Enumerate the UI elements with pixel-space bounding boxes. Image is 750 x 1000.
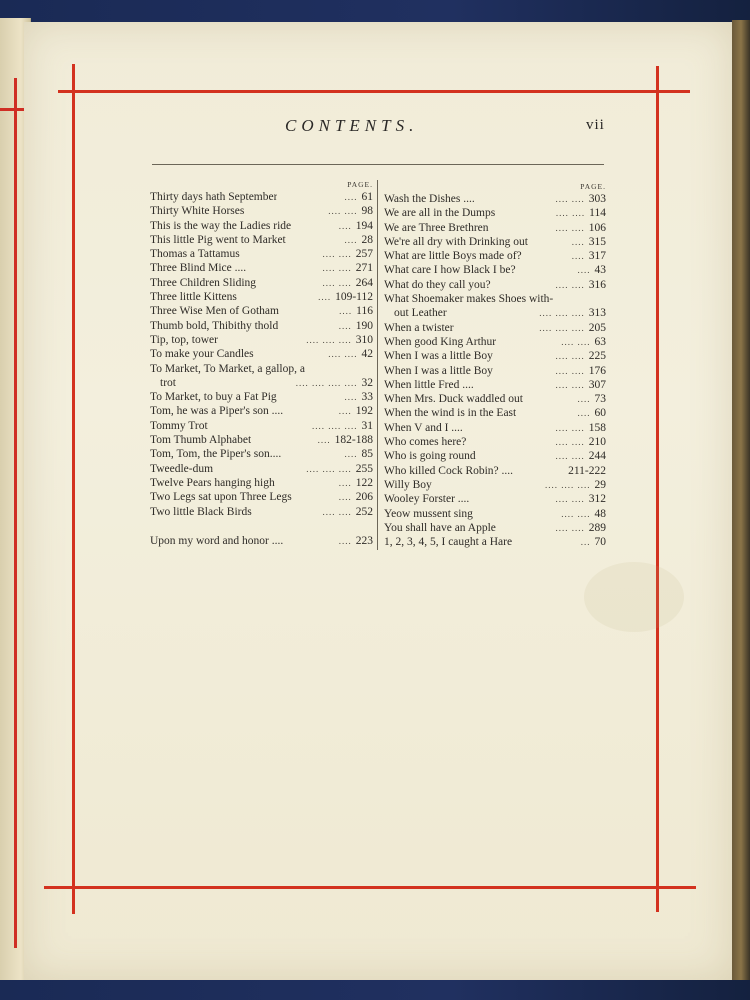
entry-page-number: 61 (361, 191, 373, 203)
entry-title: out Leather (394, 307, 447, 320)
contents-entry (384, 321, 606, 335)
entry-leader: .... .... (555, 494, 585, 505)
border-left (72, 64, 75, 914)
contents-entry (384, 507, 606, 521)
entry-page-number: 48 (594, 507, 606, 520)
contents-entry (384, 478, 606, 492)
entry-leader: .... .... (555, 208, 586, 219)
entry-title: When Mrs. Duck waddled out (384, 393, 523, 406)
contents-entry (150, 219, 373, 233)
entry-leader: .... .... (555, 522, 585, 533)
contents-entry (150, 362, 373, 376)
entry-leader: .... .... .... .... (295, 377, 358, 388)
entry-leader: .... .... (555, 451, 585, 462)
contents-column-left (150, 178, 373, 548)
entry-leader: .... (318, 292, 332, 303)
contents-entry (150, 447, 373, 461)
entry-title: When I was a little Boy (384, 350, 493, 363)
entry-title: When a twister (384, 321, 454, 334)
entry-leader: .... .... (555, 422, 585, 433)
entry-leader: .... .... (322, 263, 352, 274)
entry-title: Who killed Cock Robin? .... (384, 464, 514, 477)
contents-entry (384, 335, 606, 349)
entry-page-number: 106 (588, 221, 606, 234)
entry-list-left (150, 190, 373, 548)
entry-leader: .... .... (561, 508, 591, 519)
contents-entry (150, 319, 373, 333)
entry-page-number: 33 (361, 391, 373, 404)
entry-page-number: 60 (594, 407, 606, 420)
entry-title: To Market, To Market, a gallop, a (150, 362, 305, 375)
contents-entry (384, 221, 606, 235)
page-column-heading: PAGE. (347, 180, 373, 189)
entry-title: Three Blind Mice .... (150, 262, 247, 275)
entry-leader: .... .... (328, 206, 358, 217)
entry-title: Yeow mussent sing (384, 507, 473, 520)
entry-leader: .... .... (328, 349, 358, 360)
entry-page-number: 205 (588, 321, 606, 334)
contents-entry (384, 449, 606, 463)
page-title: CONTENTS. (285, 116, 419, 135)
entry-leader: .... (339, 306, 353, 317)
contents-entry (384, 435, 606, 449)
entry-page-number: 42 (361, 348, 373, 361)
contents-entry (384, 263, 606, 277)
entry-page-number: 312 (588, 493, 606, 506)
contents-entry (384, 306, 606, 320)
entry-title: Tom, he was a Piper's son .... (150, 405, 284, 418)
entry-page-number: 194 (355, 219, 373, 232)
contents-entry (150, 505, 373, 519)
entry-leader: .... (344, 192, 358, 202)
entry-page-number: 315 (588, 235, 606, 248)
contents-entry (150, 462, 373, 476)
entry-title: When the wind is in the East (384, 407, 517, 420)
entry-leader: .... (577, 265, 591, 276)
contents-entry (384, 421, 606, 435)
entry-title: Who comes here? (384, 436, 467, 449)
contents-column-right (384, 178, 606, 549)
entry-page-number: 244 (588, 450, 606, 463)
entry-leader: .... .... .... (545, 479, 591, 490)
contents-entry (150, 247, 373, 261)
entry-leader: .... .... (555, 194, 585, 204)
entry-title: Twelve Pears hanging high (150, 476, 275, 489)
contents-entry (384, 378, 606, 392)
contents-entry (150, 476, 373, 490)
entry-title: Wash the Dishes .... (384, 193, 475, 205)
entry-title: Thirty White Horses (150, 205, 245, 218)
border-bottom (44, 886, 696, 889)
entry-page-number: 303 (588, 193, 606, 205)
entry-page-number: 85 (361, 448, 373, 461)
entry-title: Tweedle-dum (150, 462, 214, 475)
entry-title: We are all in the Dumps (384, 207, 496, 220)
entry-leader: .... .... (561, 336, 591, 347)
entry-page-number: 116 (356, 305, 373, 318)
entry-leader: .... (317, 435, 331, 446)
contents-entry (150, 304, 373, 318)
entry-leader: .... .... .... (539, 322, 585, 333)
entry-title: Tip, top, tower (150, 333, 218, 346)
entry-title: When good King Arthur (384, 335, 497, 348)
entry-title: You shall have an Apple (384, 521, 496, 534)
entry-page-number: 73 (594, 393, 606, 406)
entry-page-number: 307 (588, 378, 606, 391)
entry-leader: .... .... (322, 249, 352, 260)
contents-entry (150, 404, 373, 418)
entry-title: 1, 2, 3, 4, 5, I caught a Hare (384, 536, 513, 549)
entry-page-number: 264 (355, 276, 373, 289)
contents-entry (384, 235, 606, 249)
entry-page-number: 176 (588, 364, 606, 377)
contents-entry (150, 233, 373, 247)
entry-page-number: 98 (361, 205, 373, 218)
entry-leader: .... (338, 320, 352, 331)
entry-leader: .... .... (555, 379, 585, 390)
contents-entry (150, 376, 373, 390)
entry-leader: .... .... (555, 222, 585, 233)
contents-entry (384, 535, 606, 549)
entry-title: Upon my word and honor .... (150, 534, 284, 547)
entry-title: Wooley Forster .... (384, 493, 470, 506)
entry-page-number: 255 (355, 462, 373, 475)
contents-entry (384, 292, 606, 306)
page-column-heading: PAGE. (580, 182, 606, 191)
entry-leader: .... (577, 394, 591, 405)
contents-entry (384, 249, 606, 263)
entry-title: Thomas a Tattamus (150, 248, 240, 261)
entry-page-number: 63 (594, 335, 606, 348)
contents-entry (150, 490, 373, 504)
contents-entry (384, 364, 606, 378)
entry-title: Tom, Tom, the Piper's son.... (150, 448, 282, 461)
column-divider (377, 180, 378, 550)
entry-leader: .... .... (555, 365, 585, 376)
entry-page-number: 316 (588, 278, 606, 291)
entry-title: Tom Thumb Alphabet (150, 434, 252, 447)
entry-page-number: 192 (355, 405, 373, 418)
entry-page-number: 114 (589, 207, 606, 220)
entry-title: To make your Candles (150, 348, 254, 361)
entry-list-right (384, 192, 606, 549)
entry-title: Thirty days hath September (150, 191, 278, 203)
contents-entry (150, 261, 373, 275)
facing-page-border (14, 78, 17, 948)
entry-leader: ... (580, 537, 591, 548)
contents-entry (384, 192, 606, 206)
entry-title: Thumb bold, Thibithy thold (150, 319, 279, 332)
entry-title: Who is going round (384, 450, 476, 463)
entry-leader: .... .... .... (306, 463, 352, 474)
entry-leader: .... .... (322, 506, 352, 517)
entry-title: We're all dry with Drinking out (384, 235, 528, 248)
contents-entry (384, 492, 606, 506)
entry-page-number: 182-188 (334, 434, 373, 447)
entry-page-number: 289 (588, 521, 606, 534)
entry-title: To Market, to buy a Fat Pig (150, 391, 277, 404)
contents-entry (384, 206, 606, 220)
contents-entry (150, 276, 373, 290)
contents-entry (384, 392, 606, 406)
entry-page-number: 317 (588, 250, 606, 263)
entry-title: When I was a little Boy (384, 364, 493, 377)
entry-leader: .... (344, 392, 358, 403)
entry-page-number: 190 (355, 319, 373, 332)
entry-leader: .... .... (322, 277, 352, 288)
entry-leader: .... (344, 449, 358, 460)
entry-leader: .... (338, 220, 352, 231)
border-right (656, 66, 659, 912)
entry-page-number: 70 (594, 536, 606, 549)
contents-entry (150, 534, 373, 548)
entry-title: When V and I .... (384, 421, 463, 434)
contents-entry (150, 190, 373, 204)
contents-entry (150, 204, 373, 218)
contents-entry (150, 290, 373, 304)
entry-page-number: 310 (355, 333, 373, 346)
entry-page-number: 313 (588, 307, 606, 320)
entry-leader: .... (577, 408, 591, 419)
entry-page-number: 225 (588, 350, 606, 363)
contents-entry (384, 521, 606, 535)
entry-leader: .... .... (555, 351, 585, 362)
entry-page-number: 32 (361, 376, 373, 389)
entry-title: Three Children Sliding (150, 276, 257, 289)
entry-title: trot (160, 376, 176, 389)
contents-entry (384, 349, 606, 363)
entry-title: What are little Boys made of? (384, 250, 522, 263)
entry-page-number: 43 (594, 264, 606, 277)
entry-title: This little Pig went to Market (150, 233, 286, 246)
entry-leader: .... (571, 236, 585, 247)
entry-leader: .... .... (555, 279, 585, 290)
paper-stain (584, 562, 684, 632)
contents-entry (150, 419, 373, 433)
entry-page-number: 223 (355, 534, 373, 547)
entry-leader: .... (344, 234, 358, 245)
contents-entry (384, 278, 606, 292)
entry-title: Two little Black Birds (150, 505, 252, 518)
entry-page-number: 211-222 (568, 464, 606, 477)
contents-entry (150, 347, 373, 361)
entry-leader: .... (338, 406, 352, 417)
header-rule (152, 164, 604, 165)
entry-title: Three little Kittens (150, 291, 237, 304)
book-edge (732, 20, 750, 980)
entry-title: What Shoemaker makes Shoes with- (384, 293, 554, 306)
entry-page-number: 252 (355, 505, 373, 518)
entry-title: Two Legs sat upon Three Legs (150, 491, 292, 504)
entry-title: This is the way the Ladies ride (150, 219, 292, 232)
entry-leader: .... (338, 492, 352, 503)
entry-page-number: 257 (355, 248, 373, 261)
entry-title: We are Three Brethren (384, 221, 489, 234)
entry-leader: .... (571, 251, 585, 262)
entry-leader: .... (338, 477, 352, 488)
entry-title: What care I how Black I be? (384, 264, 516, 277)
entry-page-number: 31 (361, 419, 373, 432)
contents-entry (384, 406, 606, 420)
contents-entry (150, 333, 373, 347)
entry-page-number: 122 (355, 476, 373, 489)
entry-page-number: 158 (588, 421, 606, 434)
entry-page-number: 109-112 (335, 291, 373, 304)
entry-page-number: 206 (355, 491, 373, 504)
entry-title: What do they call you? (384, 278, 491, 291)
entry-title: Three Wise Men of Gotham (150, 305, 279, 318)
entry-page-number: 210 (588, 436, 606, 449)
entry-leader: .... (338, 535, 352, 546)
entry-leader: .... .... .... (306, 334, 352, 345)
entry-leader: .... .... .... (312, 420, 358, 431)
contents-entry (150, 433, 373, 447)
entry-leader: .... .... .... (539, 308, 585, 319)
contents-page (24, 22, 732, 980)
entry-page-number: 271 (355, 262, 373, 275)
entry-title: Tommy Trot (150, 419, 208, 432)
contents-entry (384, 464, 606, 478)
contents-entry (150, 390, 373, 404)
border-top (58, 90, 690, 93)
page-number: vii (586, 117, 605, 133)
entry-page-number: 29 (594, 478, 606, 491)
entry-title: When little Fred .... (384, 378, 474, 391)
entry-page-number: 28 (361, 233, 373, 246)
entry-title: Willy Boy (384, 478, 432, 491)
entry-leader: .... .... (555, 437, 585, 448)
